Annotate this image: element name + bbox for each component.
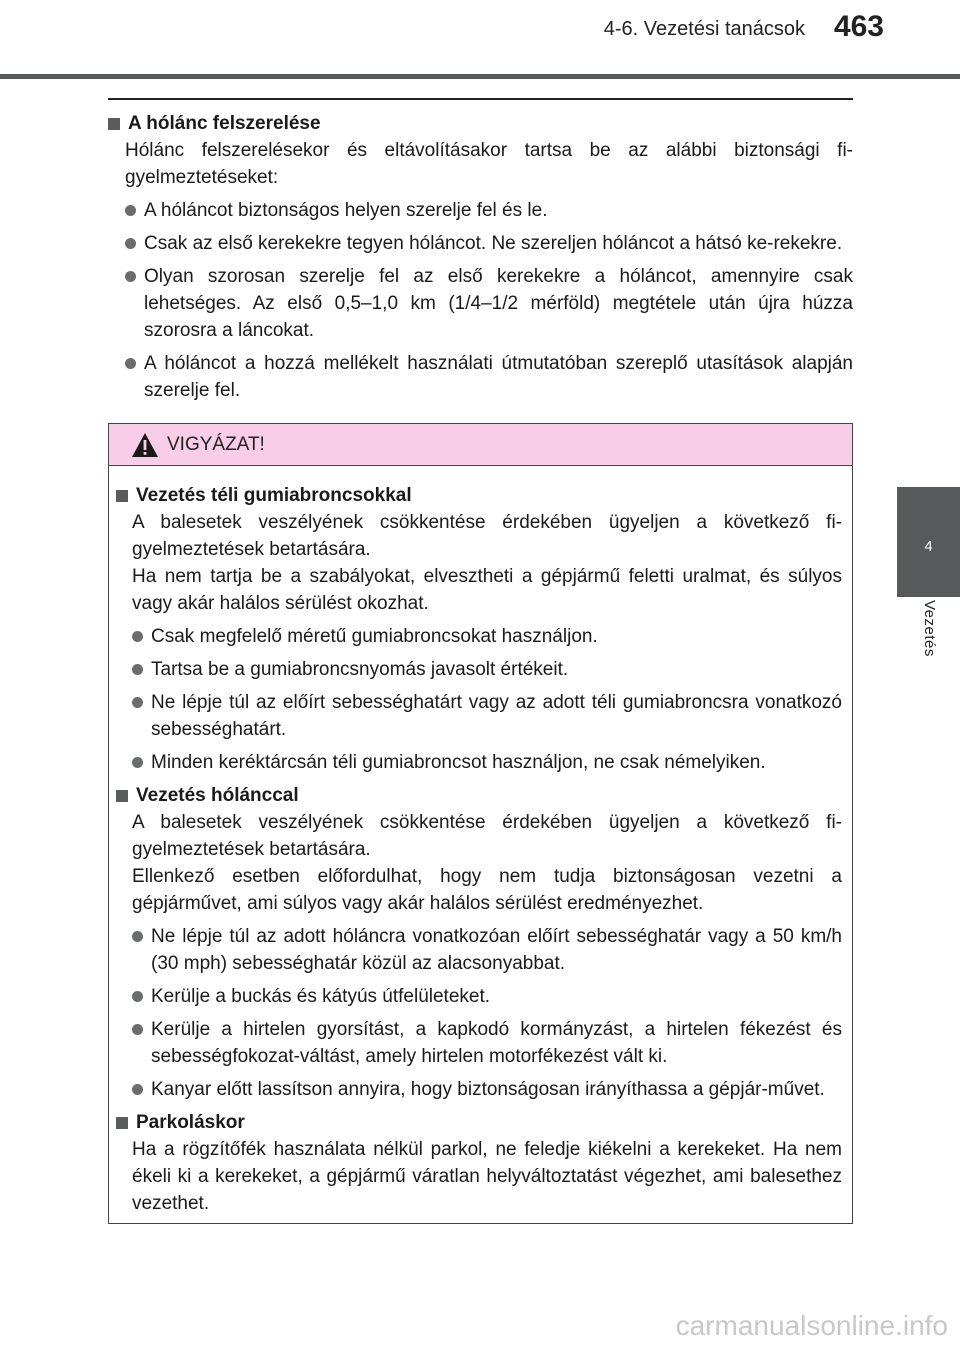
list-item-text: Kerülje a hirtelen gyorsítást, a kapkodó kormányzást, a hirtelen fékezést és sebességfokozat-váltást, amely hirtelen motorfékezést vált ki. (151, 1019, 842, 1067)
chapter-tab-label: Vezetés (921, 600, 938, 657)
dot-bullet-icon (132, 757, 143, 768)
subsection-heading (116, 782, 842, 809)
dot-bullet-icon (125, 205, 136, 216)
list-item-text: Tartsa be a gumiabroncsnyomás javasolt értékeit. (151, 659, 569, 680)
square-bullet-icon (116, 1117, 128, 1129)
section-heading-text: A hólánc felszerelése (128, 113, 321, 134)
list-item-text: Minden keréktárcsán téli gumiabroncsot használjon, ne csak némelyiken. (151, 752, 766, 773)
list-item-text: A hóláncot biztonságos helyen szerelje fel és le. (144, 200, 548, 221)
subsection-heading-text: Vezetés hólánccal (136, 785, 299, 806)
header-rule (0, 74, 960, 79)
dot-bullet-icon (132, 1024, 143, 1035)
subsection-heading-text: Vezetés téli gumiabroncsokkal (136, 485, 412, 506)
list-item (132, 923, 842, 977)
list-item (132, 749, 842, 776)
list-item (132, 656, 842, 683)
square-bullet-icon (116, 490, 128, 502)
warning-triangle-icon (131, 432, 159, 458)
list-item (132, 1016, 842, 1070)
subsection-heading (116, 482, 842, 509)
main-section (108, 98, 853, 404)
warning-body (109, 466, 852, 1217)
list-item-text: Ne lépje túl az adott hóláncra vonatkozóan előírt sebességhatár vagy a 50 km/h (30 mph) sebességhatár közül az alacsonyabbat. (151, 926, 842, 974)
square-bullet-icon (108, 118, 120, 130)
subsection-heading (116, 1109, 842, 1136)
dot-bullet-icon (132, 991, 143, 1002)
section-intro: Hólánc felszerelésekor és eltávolításakor tartsa be az alábbi biztonsági fi-gyelmeztetéseket: (125, 140, 853, 188)
chapter-tab-number: 4 (924, 538, 933, 555)
list-item-text: Kerülje a buckás és kátyús útfelületeket. (151, 986, 491, 1007)
dot-bullet-icon (132, 1084, 143, 1095)
list-item-text: Kanyar előtt lassítson annyira, hogy biztonságosan irányíthassa a gépjár-művet. (151, 1079, 825, 1100)
list-item-text: Csak az első kerekekre tegyen hóláncot. Ne szereljen hóláncot a hátsó ke-rekekre. (144, 233, 843, 254)
square-bullet-icon (116, 790, 128, 802)
section-rule (108, 98, 853, 100)
page-number: 463 (833, 10, 884, 43)
paragraph: Ha nem tartja be a szabályokat, elvesztheti a gépjármű feletti uralmat, és súlyos vagy akár halálos sérülést okozhat. (132, 566, 842, 614)
paragraph: Ha a rögzítőfék használata nélkül parkol, ne feledje kiékelni a kerekeket. Ha nem ékeli ki a kerekeket, a gépjármű váratlan helyváltoztatást végezhet, ami balesethez vezethet. (132, 1139, 842, 1214)
dot-bullet-icon (132, 931, 143, 942)
watermark: carmanualsonline.info (675, 1310, 948, 1341)
warning-title: VIGYÁZAT! (167, 433, 265, 455)
paragraph: A balesetek veszélyének csökkentése érdekében ügyeljen a következő fi-gyelmeztetések betartására. (132, 812, 842, 860)
list-item (125, 230, 853, 257)
dot-bullet-icon (125, 271, 136, 282)
paragraph: Ellenkező esetben előfordulhat, hogy nem tudja biztonságosan vezetni a gépjárművet, ami súlyos vagy akár halálos sérülést eredményezhet. (132, 866, 842, 914)
dot-bullet-icon (132, 697, 143, 708)
section-heading (108, 110, 853, 137)
warning-header (109, 424, 852, 466)
dot-bullet-icon (132, 664, 143, 675)
dot-bullet-icon (125, 358, 136, 369)
list-item-text: Ne lépje túl az előírt sebességhatárt vagy az adott téli gumiabroncsra vonatkozó sebességhatárt. (151, 692, 842, 740)
list-item (132, 623, 842, 650)
list-item (132, 1076, 842, 1103)
warning-box (108, 423, 853, 1224)
list-item (125, 263, 853, 344)
list-item (125, 350, 853, 404)
list-item-text: Olyan szorosan szerelje fel az első kerekekre a hóláncot, amennyire csak lehetséges. Az első 0,5–1,0 km (1/4–1/2 mérföld) megtétele után újra húzza szorosra a láncokat. (144, 266, 853, 341)
list-item (125, 197, 853, 224)
dot-bullet-icon (132, 631, 143, 642)
list-item (132, 983, 842, 1010)
subsection-heading-text: Parkoláskor (136, 1112, 245, 1133)
list-item (132, 689, 842, 743)
list-item-text: Csak megfelelő méretű gumiabroncsokat használjon. (151, 626, 598, 647)
header-section-title: 4-6. Vezetési tanácsok (603, 18, 805, 40)
paragraph: A balesetek veszélyének csökkentése érdekében ügyeljen a következő fi-gyelmeztetések betartására. (132, 512, 842, 560)
dot-bullet-icon (125, 238, 136, 249)
list-item-text: A hóláncot a hozzá mellékelt használati útmutatóban szereplő utasítások alapján szerelje fel. (144, 353, 853, 401)
